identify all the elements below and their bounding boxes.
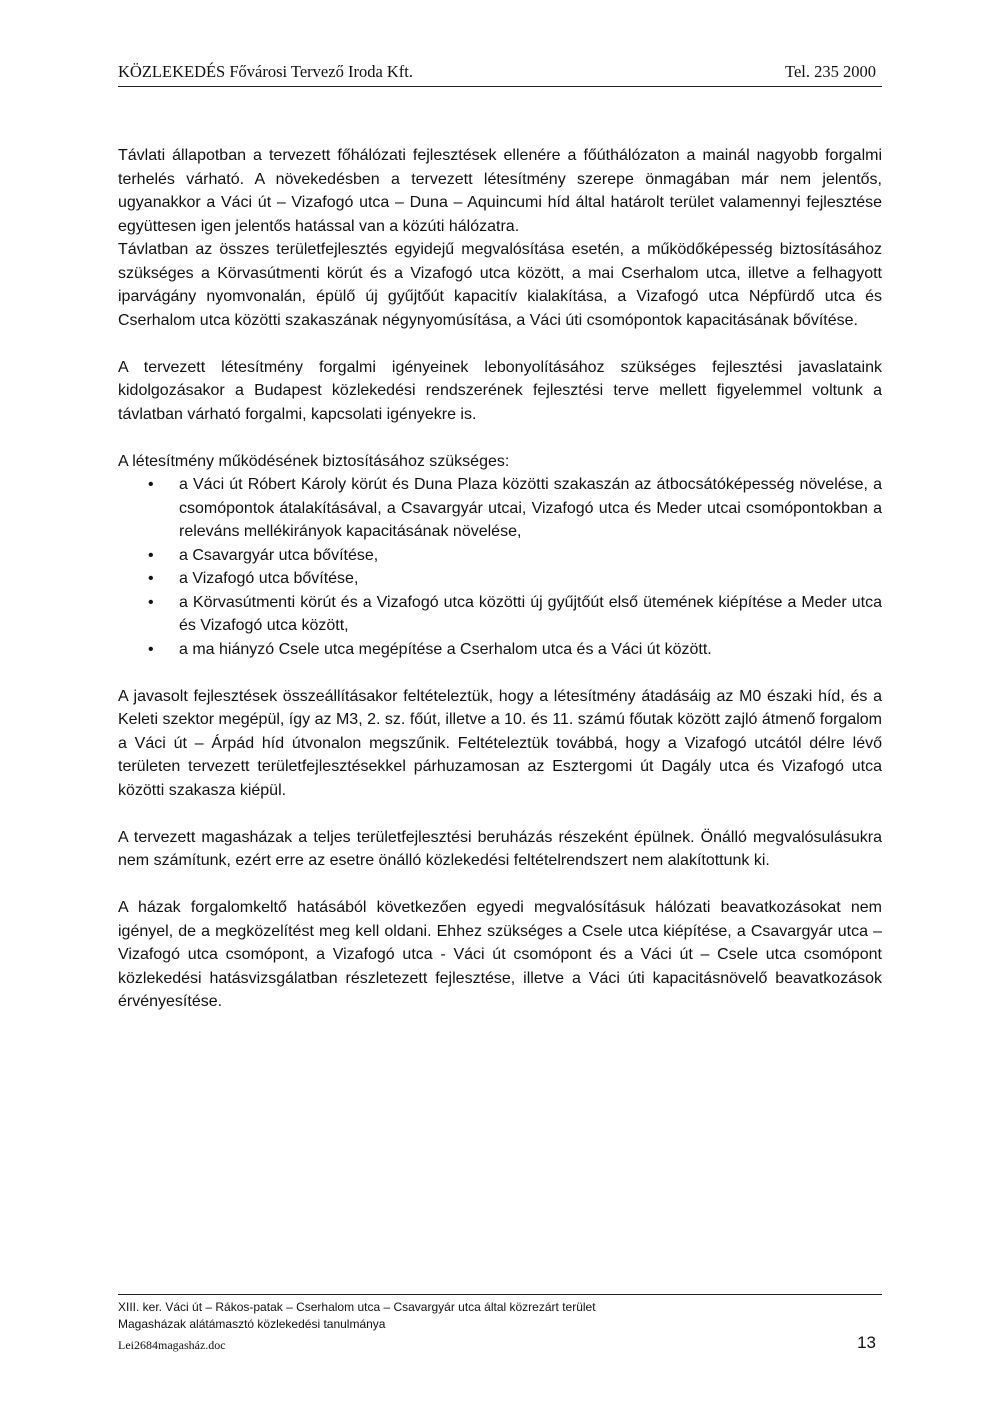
footer-filename: Lei2684magasház.doc	[118, 1338, 226, 1352]
paragraph-1: Távlati állapotban a tervezett főhálózati fejlesztések ellenére a főúthálózaton a mainál nagyobb forgalmi terhelés várható. A növekedésben a tervezett létesítmény szerepe önmagában már nem jelentős, ugyanakkor a Váci út – Vizafogó utca – Duna – Aquincumi híd által határolt terület valamennyi fejlesztése együttesen igen jelentős hatással van a közúti hálózatra.	[118, 147, 882, 235]
bullet-icon: •	[148, 593, 154, 611]
footer-project-title: XIII. ker. Váci út – Rákos-patak – Cserhalom utca – Csavargyár utca által közrezárt terület	[118, 1300, 596, 1314]
footer-study-title: Magasházak alátámasztó közlekedési tanulmánya	[118, 1317, 386, 1331]
list-item	[118, 591, 882, 638]
list-item-text: a Csavargyár utca bővítése,	[179, 546, 379, 564]
paragraph-3: A tervezett létesítmény forgalmi igényeinek lebonyolításához szükséges fejlesztési javaslataink kidolgozásakor a Budapest közlekedési rendszerének fejlesztési terve mellett figyelemmel voltunk a távlatban várható forgalmi, kapcsolati igényekre is.	[118, 358, 882, 423]
paragraph-7: A házak forgalomkeltő hatásából következően egyedi megvalósításuk hálózati beavatkozásokat nem igényel, de a megközelítést meg kell oldani. Ehhez szükséges a Csele utca kiépítése, a Csavargyár utca – Vizafogó utca csomópont, a Vizafogó utca - Váci út csomópont és a Váci út – Csele utca csomópont közlekedési hatásvizsgálatban részletezett fejlesztése, illetve a Váci úti kapacitásnövelő beavatkozások érvényesítése.	[118, 899, 882, 1010]
bullet-icon: •	[148, 476, 154, 493]
paragraph-2: Távlatban az összes területfejlesztés egyidejű megvalósítása esetén, a működőképesség biztosításához szükséges a Körvasútmenti körút és a Vizafogó utca között, a mai Cserhalom utca, illetve a felhagyott iparvágány nyomvonalán, épülő új gyűjtőút kapacitív kialakítása, a Vizafogó utca Népfürdő utca és Cserhalom utca közötti szakaszának négynyomúsítása, a Váci úti csomópontok kapacitásának bővítése.	[118, 241, 882, 329]
header-phone: Tel. 235 2000	[785, 62, 876, 81]
list-item-text: a Vizafogó utca bővítése,	[179, 570, 359, 587]
list-item-text: a Váci út Róbert Károly körút és Duna Plaza közötti szakaszán az átbocsátóképesség növelése, a csomópontok átalakításával, a Csavargyár utcai, Vizafogó utca és Meder utcai csomópontokban a releváns mellékirányok kapacitásának növelése,	[179, 476, 882, 540]
list-item	[118, 473, 882, 544]
page-footer	[118, 1294, 882, 1354]
bullet-icon: •	[148, 570, 154, 587]
document-body	[118, 144, 882, 1014]
paragraph-4-intro: A létesítmény működésének biztosításához szükséges:	[118, 452, 510, 470]
page-header	[118, 60, 882, 87]
list-item-text: a Körvasútmenti körút és a Vizafogó utca közötti új gyűjtőút első ütemének kiépítése a Meder utca és Vizafogó utca között,	[179, 593, 882, 634]
header-company: KÖZLEKEDÉS Fővárosi Tervező Iroda Kft.	[118, 62, 414, 81]
list-item	[118, 638, 882, 662]
paragraph-5: A javasolt fejlesztések összeállításakor feltételeztük, hogy a létesítmény átadásáig az M0 északi híd, és a Keleti szektor megépül, így az M3, 2. sz. főút, illetve a 10. és 11. számú főutak között zajló átmenő forgalom a Váci út – Árpád híd útvonalon megszűnik. Feltételeztük továbbá, hogy a Vizafogó utcától délre lévő területen tervezett területfejlesztésekkel párhuzamosan az Esztergomi út Dagály utca és Vizafogó utca közötti szakasza kiépül.	[118, 687, 882, 799]
bullet-icon: •	[148, 640, 154, 658]
page-number: 13	[857, 1333, 876, 1352]
list-item-text: a ma hiányzó Csele utca megépítése a Cserhalom utca és a Váci út között.	[179, 640, 712, 658]
list-item	[118, 567, 882, 591]
bullet-icon: •	[148, 546, 154, 564]
list-item	[118, 544, 882, 568]
requirements-list	[118, 473, 882, 661]
paragraph-6: A tervezett magasházak a teljes területfejlesztési beruházás részeként épülnek. Önálló megvalósulásukra nem számítunk, ezért erre az esetre önálló közlekedési feltételrendszert nem alakítottunk ki.	[118, 828, 882, 869]
